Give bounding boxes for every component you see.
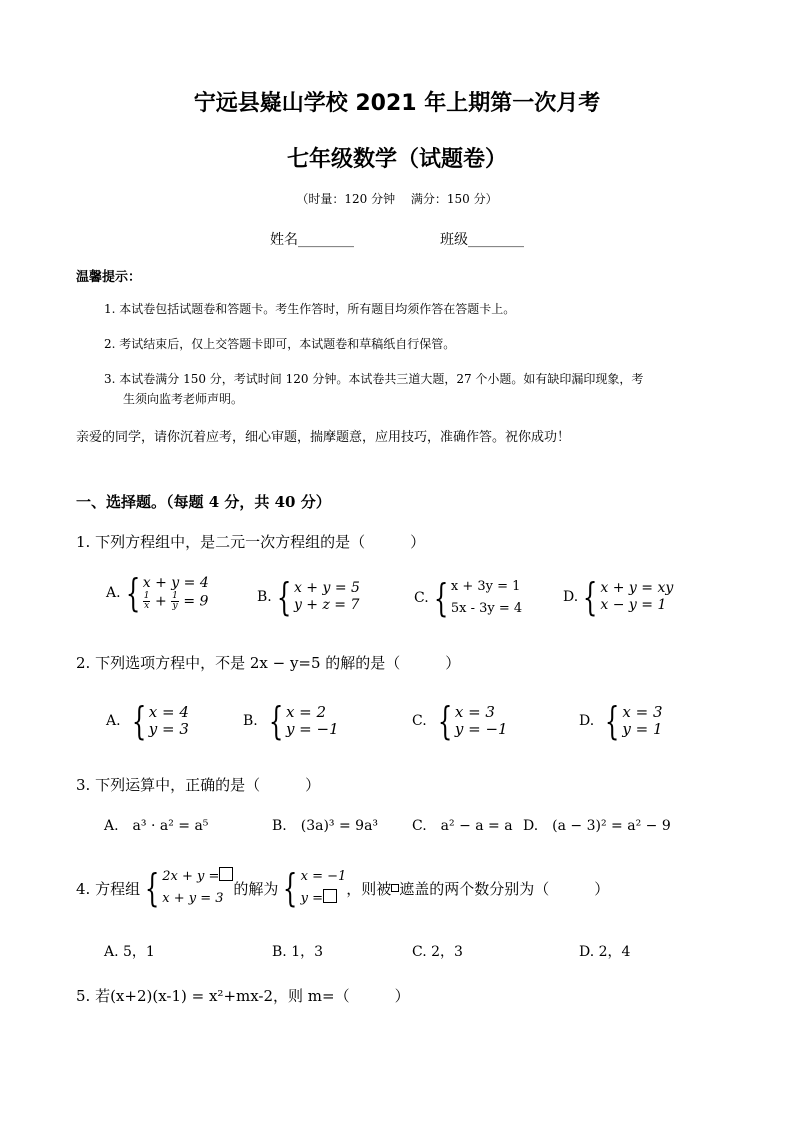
q1-c-label: C. [414, 590, 429, 606]
cover-box-icon [323, 889, 337, 903]
q4-option-a: A. 5，1 [104, 944, 155, 960]
tip-item-3-cont: 生须向监考老师声明。 [123, 392, 244, 406]
q4-option-d: D. 2，4 [579, 944, 631, 960]
section-heading: 一、选择题。（每题 4 分，共 40 分） [76, 493, 331, 511]
q2-c-line2: y = −1 [454, 720, 508, 738]
q4-sys1-line2: x + y = 3 [162, 891, 224, 906]
question-2-stem: 2. 下列选项方程中，不是 2x − y=5 的解的是（ ） [76, 654, 461, 672]
q1-c-line1: x + 3y = 1 [450, 579, 521, 594]
q1-option-d: D. { x + y = xy x − y = 1 [563, 575, 674, 619]
q2-option-d: D. { x = 3 y = 1 [579, 699, 663, 743]
q4-option-c: C. 2，3 [412, 944, 463, 960]
q4-stem-end: 遮盖的两个数分别为（ ） [399, 879, 610, 898]
q1-b-line1: x + y = 5 [293, 580, 360, 596]
small-box-icon [391, 884, 399, 892]
name-field: 姓名________ [270, 232, 354, 248]
q2-option-a: A. { x = 4 y = 3 [106, 699, 189, 743]
q2-a-line2: y = 3 [148, 720, 189, 738]
q1-b-line2: y + z = 7 [293, 597, 360, 613]
time-info: （时量：120 分钟 满分：150 分） [296, 192, 498, 206]
q1-b-label: B. [257, 589, 272, 605]
q4-sys1-line1: 2x + y = [162, 866, 233, 888]
q2-option-b: B. { x = 2 y = −1 [243, 699, 339, 743]
q4-stem-pre: 4. 方程组 [76, 879, 141, 898]
exam-subtitle: 七年级数学（试题卷） [286, 147, 507, 172]
tip-item-2: 2. 考试结束后，仅上交答题卡即可，本试题卷和草稿纸自行保管。 [104, 337, 456, 351]
q3-option-d: D. (a − 3)² = a² − 9 [523, 818, 671, 834]
q1-option-b: B. { x + y = 5 y + z = 7 [257, 575, 360, 619]
question-3-stem: 3. 下列运算中，正确的是（ ） [76, 776, 321, 794]
tip-item-3: 3. 本试卷满分 150 分，考试时间 120 分钟。本试卷共三道大题，27 个小题。如有缺印漏印现象，考 [104, 372, 644, 386]
q1-a-line2: $\frac{1}{x}$ + $\frac{1}{y}$ = 9 [143, 591, 209, 611]
q4-sys2-line2: y = [301, 888, 347, 910]
q1-a-line1: x + y = 4 [142, 575, 209, 591]
q4-sys2-line1: x = −1 [300, 869, 347, 884]
q1-a-label: A. [106, 585, 121, 601]
question-4-stem: 4. 方程组 { 2x + y = x + y = 3 的解为 { x = −1 y = ，则被 遮盖的两个数分别为（ ） [76, 866, 610, 910]
q2-d-line1: x = 3 [622, 703, 663, 721]
question-5-stem: 5. 若(x+2)(x-1) = x²+mx-2，则 m=（ ） [76, 987, 410, 1005]
q2-b-line2: y = −1 [285, 720, 339, 738]
tips-heading: 温馨提示： [76, 270, 142, 285]
question-1-stem: 1. 下列方程组中，是二元一次方程组的是（ ） [76, 533, 426, 551]
q3-option-a: A. a³ · a² = a⁵ [104, 818, 209, 834]
q4-stem-mid: 的解为 [233, 879, 279, 898]
tip-item-1: 1. 本试卷包括试题卷和答题卡。考生作答时，所有题目均须作答在答题卡上。 [104, 302, 516, 316]
cover-box-icon [219, 867, 233, 881]
q1-d-line2: x − y = 1 [600, 597, 667, 613]
q1-d-line1: x + y = xy [600, 580, 674, 596]
q3-option-c: C. a² − a = a [412, 818, 513, 834]
q3-option-b: B. (3a)³ = 9a³ [272, 818, 379, 834]
q2-option-c: C. { x = 3 y = −1 [412, 699, 508, 743]
greeting-text: 亲爱的同学，请你沉着应考，细心审题，揣摩题意，应用技巧，准确作答。祝你成功！ [76, 430, 571, 445]
q4-stem-post: ，则被 [346, 879, 392, 898]
q1-d-label: D. [563, 589, 579, 605]
q1-option-c: C. { x + 3y = 1 5x - 3y = 4 [414, 576, 523, 620]
exam-title: 宁远县嶷山学校 2021 年上期第一次月考 [193, 91, 601, 116]
q2-d-line2: y = 1 [622, 720, 663, 738]
q1-c-line2: 5x - 3y = 4 [450, 601, 523, 616]
q1-option-a: A. { x + y = 4 $\frac{1}{x}$ + $\frac{1}{y}$ = 9 [106, 571, 209, 615]
q2-c-line1: x = 3 [454, 703, 495, 721]
q2-a-line1: x = 4 [148, 703, 189, 721]
class-field: 班级________ [440, 232, 524, 248]
q4-option-b: B. 1，3 [272, 944, 324, 960]
q2-b-line1: x = 2 [285, 703, 327, 721]
